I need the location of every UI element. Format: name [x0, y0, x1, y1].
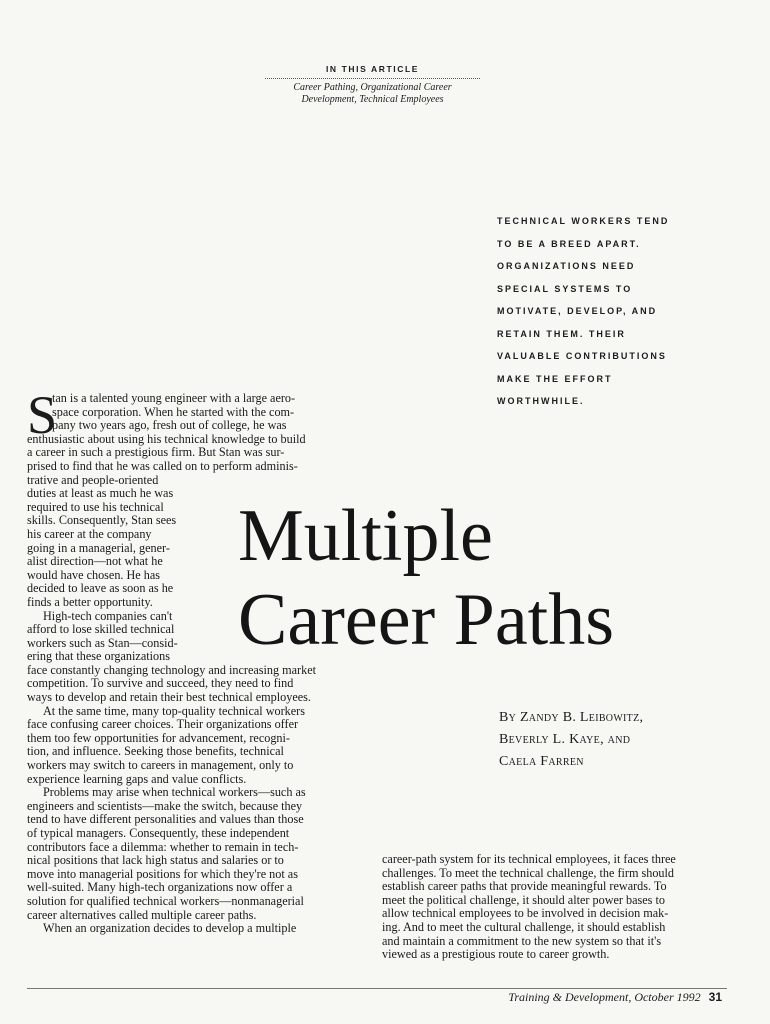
drop-cap: S [27, 385, 58, 445]
body-line: pany two years ago, fresh out of college, he was [52, 419, 287, 433]
article-deck [497, 210, 737, 413]
body-line: At the same time, many top-quality technical workers [43, 704, 305, 718]
body-line: Problems may arise when technical workers—such as [43, 786, 306, 800]
deck-line: SPECIAL SYSTEMS TO [497, 283, 633, 294]
deck-line: MOTIVATE, DEVELOP, AND [497, 306, 658, 316]
divider [265, 78, 480, 79]
body-line: duties at least as much he was [27, 487, 174, 501]
body-line: afford to lose skilled technical [27, 623, 175, 637]
body-line: face constantly changing technology and increasing market [27, 663, 317, 677]
body-line: workers may switch to careers in management, only to [27, 759, 294, 773]
keywords-line: Development, Technical Employees [301, 94, 444, 105]
body-line: required to use his technical [27, 500, 164, 514]
body-line: prised to find that he was called on to perform adminis- [27, 459, 298, 473]
body-line: a career in such a prestigious firm. But Stan was sur- [27, 446, 285, 460]
body-line: viewed as a prestigious route to career growth. [382, 948, 610, 962]
body-line: them too few opportunities for advancement, recogni- [27, 731, 290, 745]
body-line: competition. To survive and succeed, they need to find [27, 677, 294, 691]
deck-line: ORGANIZATIONS NEED [497, 261, 636, 271]
deck-line: TECHNICAL WORKERS TEND [497, 216, 670, 226]
body-line: ing. And to meet the cultural challenge, it should establish [382, 920, 666, 934]
footer-rule [27, 988, 727, 989]
article-title-line1: Multiple [238, 495, 493, 577]
body-line: meet the political challenge, it should alter power bases to [382, 893, 665, 907]
article-keywords [265, 82, 480, 106]
body-line: solution for qualified technical workers—nonmanagerial [27, 894, 304, 908]
body-line: engineers and scientists—make the switch, because they [27, 799, 303, 813]
body-line: contributors face a dilemma: whether to remain in tech- [27, 840, 299, 854]
body-line: of typical managers. Consequently, these independent [27, 827, 290, 840]
body-line: alist direction—not what he [27, 555, 163, 569]
deck-line: MAKE THE EFFORT [497, 373, 613, 384]
body-line: trative and people-oriented [27, 473, 159, 487]
body-line: finds a better opportunity. [27, 595, 153, 609]
deck-line: TO BE A BREED APART. [497, 238, 641, 249]
body-line: career-path system for its technical employees, it faces three [382, 853, 676, 866]
body-line: his career at the company [27, 527, 152, 541]
body-line: experience learning gaps and value conflicts. [27, 772, 247, 786]
byline-line: By Zandy B. Leibowitz, [499, 710, 644, 725]
body-line: establish career paths that provide meaningful rewards. To [382, 880, 667, 894]
body-line: When an organization decides to develop a multiple [43, 922, 297, 936]
body-column-left [27, 385, 365, 936]
page-footer [508, 990, 722, 1005]
body-line: ways to develop and retain their best technical employees. [27, 691, 311, 705]
body-line: skills. Consequently, Stan sees [27, 514, 177, 528]
body-line: tan is a talented young engineer with a large aero- [52, 392, 296, 405]
body-line: would have chosen. He has [27, 568, 161, 582]
body-line: face confusing career choices. Their organizations offer [27, 718, 299, 732]
deck-line: WORTHWHILE. [497, 396, 585, 406]
in-this-article-box [265, 64, 480, 106]
body-line: enthusiastic about using his technical knowledge to build [27, 432, 306, 446]
body-line: allow technical employees to be involved in decision mak- [382, 907, 669, 921]
body-line: nical positions that lack high status and salaries or to [27, 854, 284, 868]
body-line: workers such as Stan—consid- [27, 636, 178, 650]
body-line: High-tech companies can't [43, 609, 173, 623]
keywords-line: Career Pathing, Organizational Career [293, 82, 452, 93]
page-number: 31 [708, 990, 722, 1004]
in-this-article-label: IN THIS ARTICLE [325, 64, 420, 74]
body-line: ering that these organizations [27, 650, 170, 664]
body-line: well-suited. Many high-tech organizations now offer a [27, 881, 293, 895]
byline-line: Caela Farren [499, 754, 584, 769]
body-line: move into managerial positions for which they're not as [27, 867, 298, 881]
body-line: decided to leave as soon as he [27, 582, 174, 596]
deck-line: RETAIN THEM. THEIR [497, 328, 626, 339]
deck-line: VALUABLE CONTRIBUTIONS [497, 351, 667, 361]
body-line: and maintain a commitment to the new system so that it's [382, 934, 662, 948]
article-title-line2: Career Paths [238, 579, 615, 661]
body-line: going in a managerial, gener- [27, 541, 170, 555]
body-line: tend to have different personalities and values than those [27, 813, 304, 827]
body-column-right [382, 853, 722, 962]
body-line: tion, and influence. Seeking those benefits, technical [27, 745, 284, 759]
body-line: space corporation. When he started with the com- [52, 405, 295, 419]
byline [499, 707, 739, 773]
body-line: career alternatives called multiple career paths. [27, 908, 257, 922]
journal-citation: Training & Development, October 1992 [508, 990, 701, 1004]
byline-line: Beverly L. Kaye, and [499, 732, 631, 747]
body-line: challenges. To meet the technical challenge, the firm should [382, 866, 674, 880]
